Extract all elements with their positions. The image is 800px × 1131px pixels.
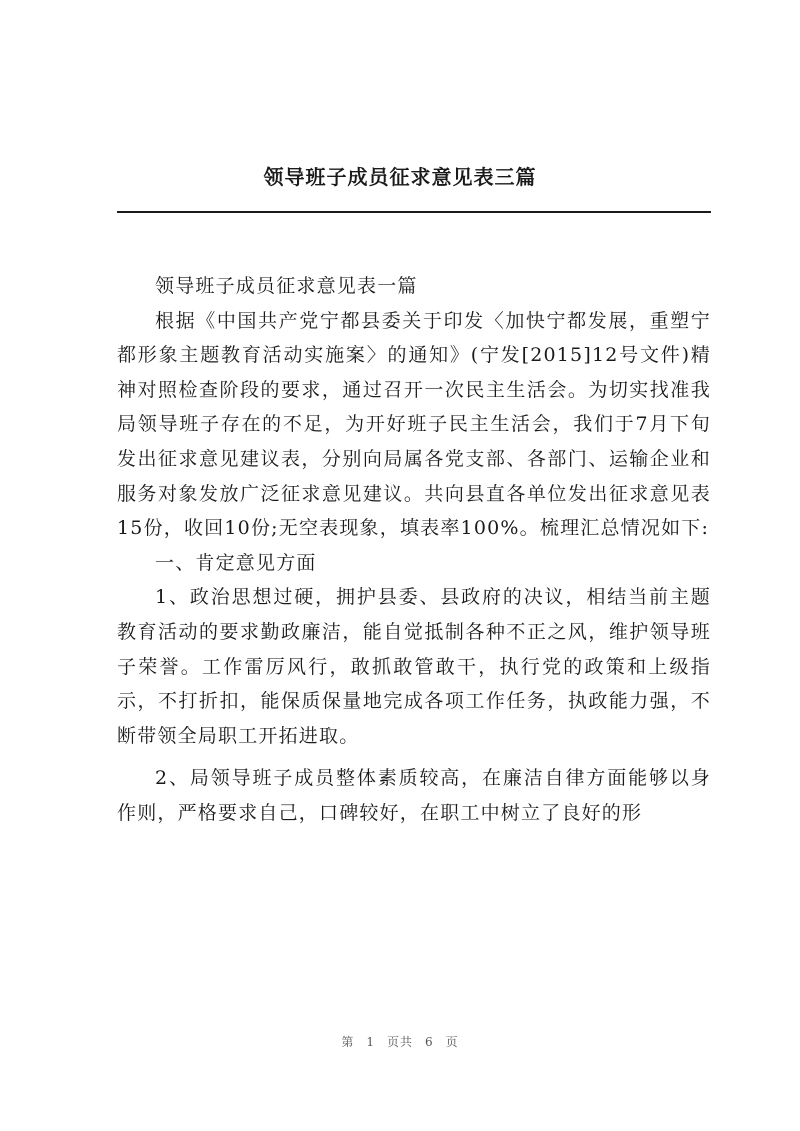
- total-pages-number: 6: [425, 1035, 434, 1049]
- current-page-number: 1: [366, 1035, 375, 1049]
- title-underline: [117, 211, 711, 213]
- page-label-middle: 页共: [386, 1035, 413, 1049]
- body-paragraph: 1、政治思想过硬，拥护县委、县政府的决议，相结当前主题教育活动的要求勤政廉洁，能自觉抵制各种不正之风，维护领导班子荣誉。工作雷厉风行，敢抓敢管敢干，执行党的政策和上级指示，不打折扣，能保质保量地完成各项工作任务，执政能力强，不断带领全局职工开拓进取。: [117, 586, 711, 747]
- page-label-suffix: 页: [445, 1035, 459, 1049]
- page-footer: [0, 1033, 800, 1050]
- section-heading: 领导班子成员征求意见表一篇: [155, 275, 418, 297]
- body-paragraph: 2、局领导班子成员整体素质较高，在廉洁自律方面能够以身作则，严格要求自己，口碑较好，在职工中树立了良好的形: [117, 767, 711, 824]
- document-body: [117, 269, 711, 831]
- page-label-prefix: 第: [341, 1035, 355, 1049]
- body-paragraph: 根据《中国共产党宁都县委关于印发〈加快宁都发展，重塑宁都形象主题教育活动实施案〉的通知》(宁发[2015]12号文件)精神对照检查阶段的要求，通过召开一次民主生活会。为切实找准我局领导班子存在的不足，为开好班子民主生活会，我们于7月下旬发出征求意见建议表，分别向局属各党支部、各部门、运输企业和服务对象发放广泛征求意见建议。共向县直各单位发出征求意见表15份，收回10份;无空表现象，填表率100%。梳理汇总情况如下:: [117, 309, 711, 540]
- document-title: 领导班子成员征求意见表三篇: [263, 165, 537, 189]
- subsection-heading: 一、肯定意见方面: [155, 551, 317, 574]
